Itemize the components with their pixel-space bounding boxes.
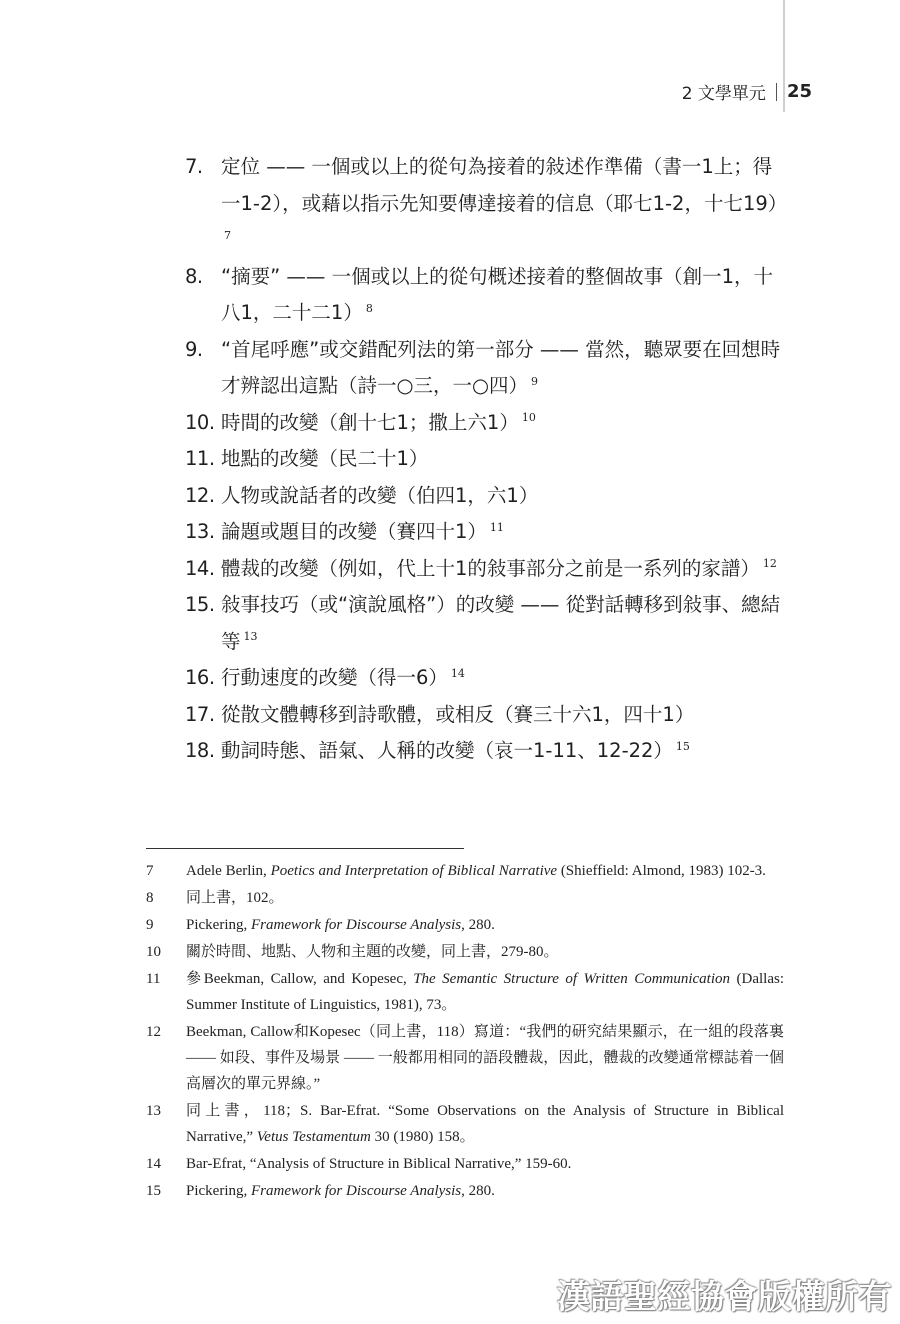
item-number: 15.: [185, 593, 215, 616]
footnote: [146, 1098, 784, 1150]
footnote-text: , 280.: [461, 1183, 495, 1199]
footnote-ref[interactable]: 7: [224, 228, 231, 242]
criteria-list: [185, 149, 788, 770]
footnote-ref[interactable]: 14: [450, 666, 465, 680]
footnote: [146, 885, 784, 911]
item-text: 人物或說話者的改變（伯四1，六1）: [221, 483, 539, 507]
footnote-number: 7: [146, 863, 154, 879]
footnote-text: 參Beekman, Callow, and Kopesec,: [186, 971, 414, 987]
footnote-number: 10: [146, 944, 161, 960]
footnote-text: , 280.: [461, 917, 495, 933]
item-number: 13.: [185, 520, 215, 543]
footnote: [146, 1178, 784, 1204]
footnote: [146, 858, 784, 884]
chapter-title: 2 文學單元: [681, 84, 766, 104]
footnote-ref[interactable]: 12: [762, 557, 777, 570]
list-item: [185, 697, 785, 734]
list-item: [185, 405, 785, 442]
item-text: “摘要” —— 一個或以上的從句概述接着的整個故事（創一1，十八1，二十二1）: [221, 264, 774, 324]
item-number: 8.: [185, 264, 203, 288]
item-number: 11.: [185, 447, 215, 470]
list-item: [185, 441, 785, 478]
footnote-text: Pickering,: [186, 917, 251, 933]
page-number: 25: [786, 81, 812, 102]
footnote-title: Vetus Testamentum: [256, 1129, 371, 1145]
footnote-number: 9: [146, 917, 154, 933]
list-item: [185, 149, 788, 259]
footnote-number: 15: [146, 1183, 161, 1199]
list-item: [185, 587, 785, 660]
footnote-text: Bar-Efrat, “Analysis of Structure in Biblical Narrative,” 159-60.: [186, 1156, 572, 1172]
list-item: [185, 332, 785, 405]
list-item: [185, 551, 785, 588]
item-text: 從散文體轉移到詩歌體，或相反（賽三十六1，四十1）: [221, 702, 695, 726]
running-header: [682, 79, 812, 104]
item-text: 論題或題目的改變（賽四十1）: [221, 520, 487, 543]
footnote-number: 13: [146, 1103, 161, 1119]
item-number: 14.: [185, 556, 215, 580]
copyright-watermark: 漢語聖經協會版權所有: [557, 1277, 892, 1316]
footnote-text: 同上書，102。: [186, 890, 284, 906]
footnote-text: (Dallas: Summer Institute of Linguistics, 1981), 73。: [186, 971, 784, 1013]
item-number: 16.: [185, 666, 215, 689]
item-number: 12.: [185, 483, 215, 507]
item-number: 18.: [185, 739, 215, 762]
footnote-text: 關於時間、地點、人物和主題的改變，同上書，279-80。: [186, 944, 559, 960]
footnote-ref[interactable]: 8: [365, 301, 373, 315]
list-item: [185, 514, 785, 551]
header-divider: [776, 83, 777, 101]
list-item: [185, 660, 785, 697]
footnotes: [146, 858, 784, 1205]
footnote-title: Framework for Discourse Analysis: [251, 917, 462, 933]
item-text: 體裁的改變（例如，代上十1的敍事部分之前是一系列的家譜）: [221, 556, 760, 580]
item-text: 定位 —— 一個或以上的從句為接着的敍述作準備（書一1上；得一1-2），或藉以指示先知要傳達接着的信息（耶七1-2，十七19）: [221, 155, 788, 215]
footnote: [146, 912, 784, 938]
footnote-ref[interactable]: 10: [521, 411, 536, 424]
list-item: [185, 478, 785, 515]
item-text: “首尾呼應”或交錯配列法的第一部分 —— 當然，聽眾要在回想時才辨認出這點（詩一○三，一○四）: [221, 337, 781, 397]
list-item: [185, 733, 785, 770]
footnote-text: (Shieffield: Almond, 1983) 102-3.: [557, 863, 766, 879]
footnote-title: Poetics and Interpretation of Biblical Narrative: [270, 863, 558, 879]
footnote-text: Beekman, Callow和Kopesec（同上書，118）寫道：“我們的研究結果顯示，在一組的段落裏 —— 如段、事件及場景 —— 一般都用相同的語段體裁，因此，體裁的改變通常標誌着一個高層次的單元界線。”: [186, 1024, 784, 1092]
footnote-ref[interactable]: 15: [675, 739, 690, 753]
footnote-number: 8: [146, 890, 154, 906]
item-text: 時間的改變（創十七1；撒上六1）: [221, 410, 519, 434]
item-text: 敍事技巧（或“演說風格”）的改變 —— 從對話轉移到敍事、總結等: [221, 593, 781, 653]
footnote-text: Pickering,: [186, 1183, 251, 1199]
footnote-number: 11: [146, 971, 161, 987]
footnote-text: Adele Berlin,: [186, 863, 271, 879]
footnote-ref[interactable]: 9: [531, 374, 539, 388]
item-text: 地點的改變（民二十1）: [221, 447, 429, 470]
footnote: [146, 1151, 784, 1177]
footnote: [146, 1019, 784, 1097]
item-text: 行動速度的改變（得一6）: [221, 666, 448, 689]
footnote-ref[interactable]: 11: [489, 520, 504, 534]
footnote-ref[interactable]: 13: [243, 630, 258, 643]
footnote: [146, 939, 784, 965]
item-number: 7.: [185, 155, 203, 178]
item-number: 10.: [185, 410, 215, 434]
item-number: 17.: [185, 702, 215, 726]
footnote-separator: [146, 848, 464, 849]
footnote-title: Framework for Discourse Analysis: [251, 1183, 462, 1199]
list-item: [185, 259, 785, 332]
footnote-text: 同上書，118；S. Bar-Efrat. “Some Observations on the Analysis of Structure in Biblical Narrative,”: [186, 1103, 784, 1145]
footnote-title: The Semantic Structure of Written Communication: [413, 971, 731, 987]
item-number: 9.: [185, 337, 203, 361]
item-text: 動詞時態、語氣、人稱的改變（哀一1-11、12-22）: [221, 739, 673, 762]
footnote-number: 12: [146, 1024, 161, 1040]
footnote: [146, 966, 784, 1018]
footnote-number: 14: [146, 1156, 161, 1172]
footnote-text: 30 (1980) 158。: [370, 1129, 475, 1145]
